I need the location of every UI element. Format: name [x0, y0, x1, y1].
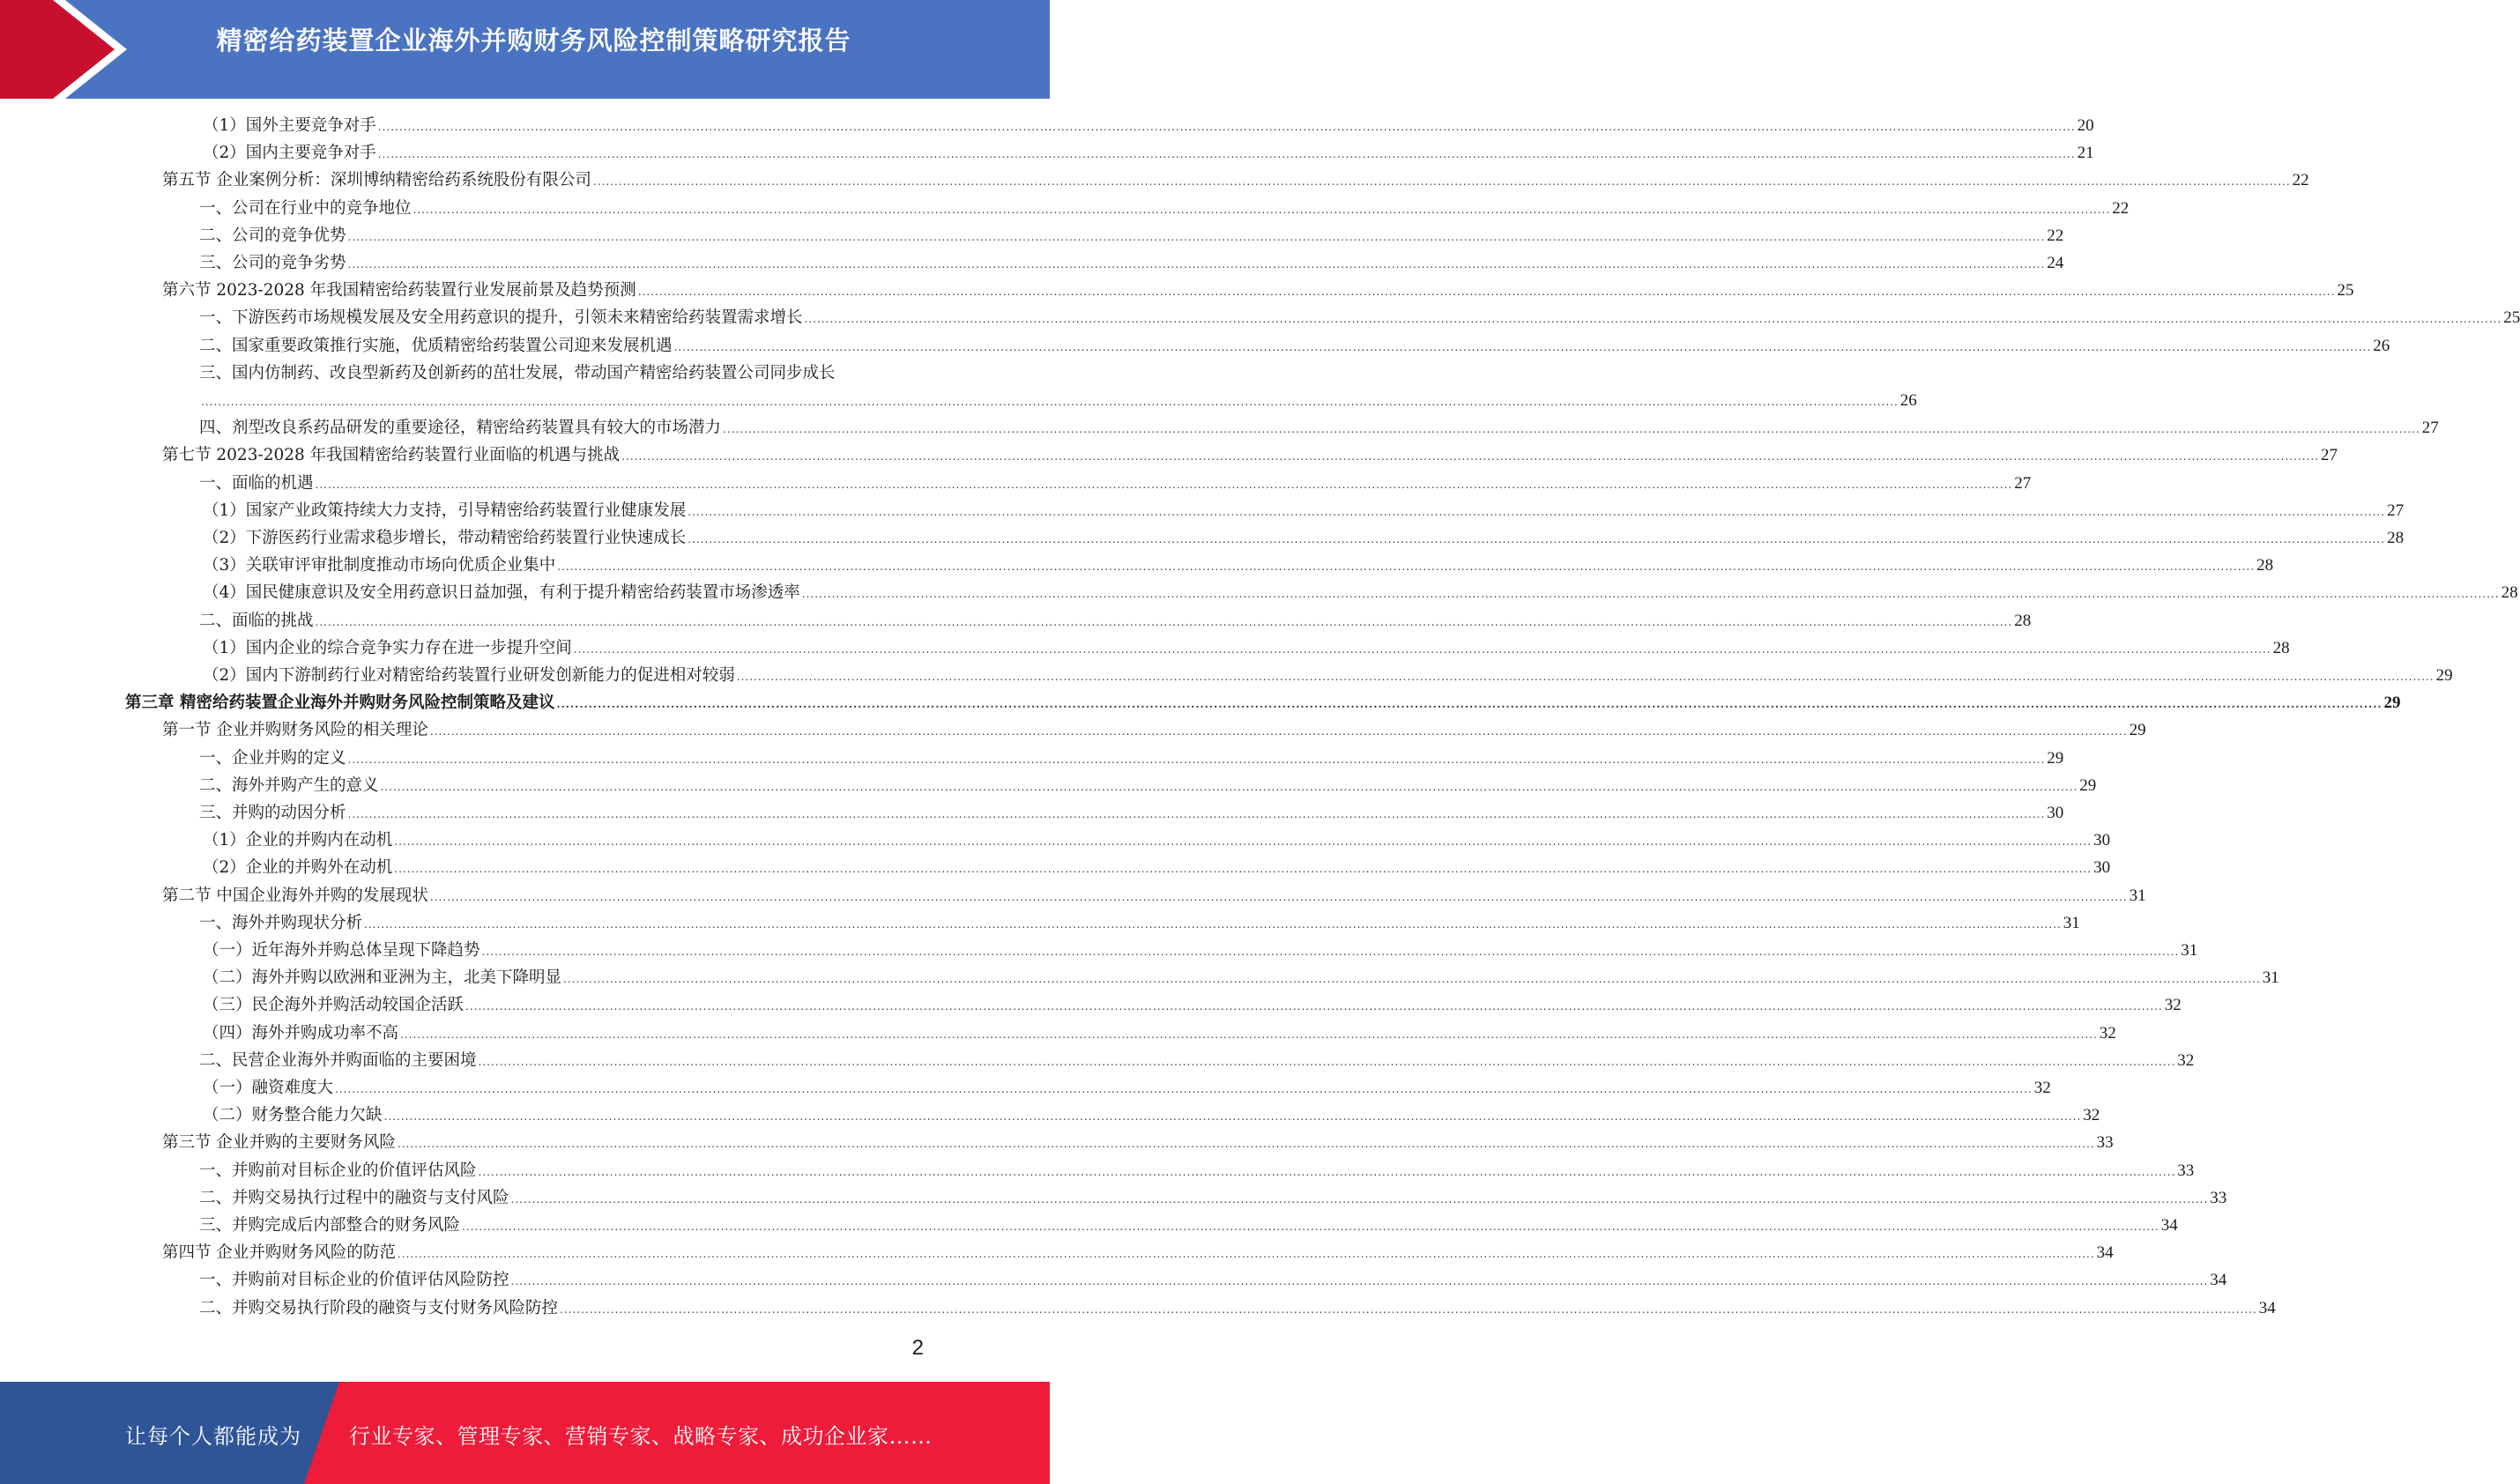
toc-leader-dots: ................................................................................................................................................................................................................................................................................................................................................................................................................: [397, 1138, 2095, 1151]
toc-entry-title: （1）国外主要竞争对手: [203, 116, 376, 135]
toc-leader-dots: ................................................................................................................................................................................................................................................................................................................................................................................................................: [801, 588, 2500, 601]
toc-entry[interactable]: [199, 195, 2130, 222]
toc-entry[interactable]: [203, 964, 2279, 991]
toc-leader-dots: ................................................................................................................................................................................................................................................................................................................................................................................................................: [510, 1275, 2209, 1288]
toc-entry[interactable]: [203, 991, 2182, 1019]
toc-leader-dots: ................................................................................................................................................................................................................................................................................................................................................................................................................: [560, 1302, 2257, 1316]
toc-entry-title: 一、面临的机遇: [199, 473, 314, 493]
toc-page-number: 25: [2337, 281, 2354, 301]
page-header: [0, 0, 1050, 99]
toc-page-number: 31: [2063, 913, 2080, 932]
toc-leader-dots: ................................................................................................................................................................................................................................................................................................................................................................................................................: [465, 1000, 2163, 1013]
toc-entry[interactable]: [162, 441, 2338, 469]
toc-leader-dots: ................................................................................................................................................................................................................................................................................................................................................................................................................: [563, 973, 2261, 986]
toc-entry[interactable]: [199, 909, 2080, 937]
toc-entry[interactable]: [199, 607, 2032, 634]
toc-page-number: 28: [2387, 529, 2405, 547]
toc-leader-dots: ................................................................................................................................................................................................................................................................................................................................................................................................................: [637, 286, 2336, 299]
toc-leader-dots: ................................................................................................................................................................................................................................................................................................................................................................................................................: [573, 642, 2271, 656]
toc-entry-title: （二）财务整合能力欠缺: [203, 1106, 383, 1125]
toc-leader-dots: ................................................................................................................................................................................................................................................................................................................................................................................................................: [347, 230, 2046, 243]
toc-page-number: 22: [2047, 226, 2064, 245]
toc-page-number: 32: [2083, 1106, 2100, 1125]
toc-leader-dots: ................................................................................................................................................................................................................................................................................................................................................................................................................: [429, 890, 2128, 903]
toc-page-number: 29: [2383, 694, 2401, 713]
toc-page-number: 27: [2387, 501, 2405, 520]
toc-entry-title: 二、海外并购产生的意义: [199, 775, 379, 795]
toc-page-number: 27: [2014, 473, 2032, 493]
toc-page-number: 31: [2262, 968, 2279, 988]
toc-entry-title: 二、并购交易执行阶段的融资与支付财务风险防控: [199, 1298, 559, 1317]
toc-leader-dots: ................................................................................................................................................................................................................................................................................................................................................................................................................: [364, 917, 2062, 931]
toc-entry[interactable]: [199, 1295, 2276, 1322]
toc-leader-dots: ................................................................................................................................................................................................................................................................................................................................................................................................................: [394, 835, 2093, 849]
toc-leader-dots: ................................................................................................................................................................................................................................................................................................................................................................................................................: [377, 148, 2076, 161]
toc-page-number: 30: [2047, 804, 2064, 822]
toc-page-number: 30: [2093, 831, 2111, 850]
toc-entry-title: 第五节 企业案例分析：深圳博纳精密给药系统股份有限公司: [162, 171, 591, 190]
toc-entry[interactable]: [162, 716, 2146, 744]
page-number: 2: [911, 1336, 924, 1360]
toc-page-number: 28: [2501, 583, 2518, 603]
toc-entry-title: （1）国内企业的综合竞争实力存在进一步提升空间: [203, 638, 572, 657]
toc-entry-title: （2）国内主要竞争对手: [203, 144, 376, 163]
toc-entry-title: 二、并购交易执行过程中的融资与支付风险: [199, 1188, 509, 1207]
toc-entry-title: （3）关联审评审批制度推动市场向优质企业集中: [203, 556, 556, 575]
toc-leader-dots: ................................................................................................................................................................................................................................................................................................................................................................................................................: [413, 203, 2111, 216]
toc-entry-title: 三、并购完成后内部整合的财务风险: [199, 1216, 461, 1235]
toc-entry-title: 二、面临的挑战: [199, 611, 314, 630]
toc-entry[interactable]: [162, 1129, 2114, 1156]
toc-entry[interactable]: [203, 112, 2094, 139]
toc-entry[interactable]: [199, 772, 2097, 799]
toc-leader-dots: ................................................................................................................................................................................................................................................................................................................................................................................................................: [400, 1028, 2098, 1041]
toc-page-number: 29: [2047, 748, 2064, 768]
toc-page-number: 33: [2177, 1161, 2195, 1180]
toc-entry[interactable]: [199, 1047, 2195, 1074]
toc-entry-title: 第二节 中国企业海外并购的发展现状: [162, 886, 428, 905]
toc-entry-title: 第三节 企业并购的主要财务风险: [162, 1133, 396, 1153]
toc-entry-title: 二、民营企业海外并购面临的主要困境: [199, 1050, 477, 1070]
toc-leader-dots: ................................................................................................................................................................................................................................................................................................................................................................................................................: [429, 725, 2128, 738]
toc-page-number: 27: [2421, 419, 2439, 438]
toc-entry-title: 第四节 企业并购财务风险的防范: [162, 1243, 396, 1263]
toc-leader-dots: ................................................................................................................................................................................................................................................................................................................................................................................................................: [481, 946, 2180, 958]
toc-entry-title: 二、国家重要政策推行实施，优质精密给药装置公司迎来发展机遇: [199, 336, 673, 355]
toc-entry-title: 第六节 2023-2028 年我国精密给药装置行业发展前景及趋势预测: [162, 281, 636, 301]
toc-entry[interactable]: [203, 524, 2405, 552]
toc-entry[interactable]: [162, 1239, 2114, 1266]
toc-leader-dots: ................................................................................................................................................................................................................................................................................................................................................................................................................: [315, 478, 2013, 491]
toc-entry-title: （2）国内下游制药行业对精密给药装置行业研发创新能力的促进相对较弱: [203, 666, 735, 685]
toc-entry[interactable]: [199, 1157, 2195, 1184]
toc-entry-title: （2）下游医药行业需求稳步增长，带动精密给药装置行业快速成长: [203, 529, 687, 547]
toc-entry[interactable]: [203, 1102, 2100, 1129]
toc-leader-dots: ................................................................................................................................................................................................................................................................................................................................................................................................................: [315, 615, 2013, 628]
footer-roles: 行业专家、管理专家、营销专家、战略专家、成功企业家……: [349, 1424, 933, 1449]
toc-leader-dots: ................................................................................................................................................................................................................................................................................................................................................................................................................: [688, 505, 2386, 518]
footer-slogan: 让每个人都能成为: [125, 1424, 301, 1449]
toc-entry[interactable]: [162, 167, 2309, 194]
toc-entry[interactable]: [199, 470, 2032, 497]
toc-page-number: 32: [2033, 1079, 2051, 1097]
toc-leader-dots: ................................................................................................................................................................................................................................................................................................................................................................................................................: [673, 340, 2372, 353]
toc-entry[interactable]: [203, 634, 2290, 662]
toc-page-number: 25: [2503, 308, 2520, 328]
toc-entry-title: 三、并购的动因分析: [199, 804, 346, 822]
toc-entry-title: 三、公司的竞争劣势: [199, 254, 346, 272]
toc-leader-dots: ................................................................................................................................................................................................................................................................................................................................................................................................................: [347, 808, 2046, 820]
toc-page-number: 27: [2320, 446, 2338, 465]
toc-page-number: 22: [2112, 198, 2130, 218]
toc-entry-title: 三、国内仿制药、改良型新药及创新药的茁壮发展，带动国产精密给药装置公司同步成长: [199, 363, 836, 382]
toc-page-number: 21: [2077, 144, 2094, 163]
toc-entry[interactable]: [203, 1020, 2116, 1047]
toc-leader-dots: ................................................................................................................................................................................................................................................................................................................................................................................................................: [688, 533, 2386, 545]
toc-entry[interactable]: [203, 827, 2111, 854]
toc-entry-title: （一）近年海外并购总体呈现下降趋势: [203, 941, 480, 960]
toc-leader-dots: ................................................................................................................................................................................................................................................................................................................................................................................................................: [510, 1192, 2209, 1206]
toc-page-number: 34: [2258, 1298, 2276, 1317]
toc-entry-title: （4）国民健康意识及安全用药意识日益加强，有利于提升精密给药装置市场渗透率: [203, 583, 800, 603]
toc-entry[interactable]: [199, 332, 2390, 360]
toc-entry[interactable]: [203, 552, 2274, 579]
toc-entry-title: 四、剂型改良系药品研发的重要途径，精密给药装置具有较大的市场潜力: [199, 419, 722, 438]
toc-leader-dots: ................................................................................................................................................................................................................................................................................................................................................................................................................: [380, 780, 2078, 793]
toc-page-number: 28: [2014, 611, 2032, 630]
toc-entry[interactable]: [203, 579, 2518, 606]
toc-leader-dots: ................................................................................................................................................................................................................................................................................................................................................................................................................: [736, 671, 2435, 683]
toc-leader-dots: ................................................................................................................................................................................................................................................................................................................................................................................................................: [347, 258, 2046, 271]
toc-leader-dots: ................................................................................................................................................................................................................................................................................................................................................................................................................: [397, 1248, 2095, 1261]
toc-entry-title: 一、下游医药市场规模发展及安全用药意识的提升，引领未来精密给药装置需求增长: [199, 308, 803, 328]
toc-entry-title: （2）企业的并购外在动机: [203, 858, 393, 878]
toc-entry[interactable]: [162, 277, 2354, 304]
toc-page-number: 30: [2093, 858, 2111, 878]
toc-entry-title: 一、并购前对目标企业的价值评估风险防控: [199, 1271, 509, 1290]
toc-page-number: 32: [2164, 996, 2182, 1015]
toc-page-number: 34: [2160, 1216, 2178, 1235]
toc-page-number: 33: [2210, 1188, 2227, 1207]
header-title: 精密给药装置企业海外并购财务风险控制策略研究报告: [216, 26, 851, 56]
toc-entry[interactable]: [203, 497, 2405, 524]
toc-entry[interactable]: [199, 799, 2064, 827]
toc-page-number: 28: [2256, 556, 2274, 575]
toc-page-number: 29: [2079, 775, 2097, 795]
toc-page-number: 28: [2272, 638, 2290, 657]
toc-entry-title: 一、并购前对目标企业的价值评估风险: [199, 1161, 477, 1180]
toc-entry-title: （一）融资难度大: [203, 1079, 334, 1097]
toc-page-number: 32: [2099, 1023, 2116, 1043]
toc-entry[interactable]: [199, 222, 2064, 249]
toc-leader-dots: ................................................................................................................................................................................................................................................................................................................................................................................................................: [335, 1083, 2033, 1095]
toc-entry[interactable]: [199, 387, 1917, 414]
toc-entry[interactable]: [203, 854, 2111, 881]
toc-page-number: 26: [2373, 336, 2390, 355]
toc-entry-title: 一、公司在行业中的竞争地位: [199, 198, 412, 218]
toc-entry-title: 一、海外并购现状分析: [199, 913, 363, 932]
toc-entry[interactable]: [199, 745, 2064, 772]
toc-entry-title: 第七节 2023-2028 年我国精密给药装置行业面临的机遇与挑战: [162, 446, 621, 465]
toc-page-number: 29: [2129, 721, 2146, 740]
toc-entry[interactable]: [203, 662, 2453, 689]
toc-entry-title: （1）企业的并购内在动机: [203, 831, 393, 850]
toc-leader-dots: ................................................................................................................................................................................................................................................................................................................................................................................................................: [592, 175, 2291, 189]
toc-entry-title: （二）海外并购以欧洲和亚洲为主，北美下降明显: [203, 968, 562, 988]
toc-entry[interactable]: [199, 1212, 2178, 1239]
toc-page-number: 31: [2129, 886, 2146, 905]
toc-entry-title: （三）民企海外并购活动较国企活跃: [203, 996, 465, 1015]
toc-entry-title: （1）国家产业政策持续大力支持，引导精密给药装置行业健康发展: [203, 501, 687, 520]
toc-leader-dots: ................................................................................................................................................................................................................................................................................................................................................................................................................: [804, 313, 2502, 326]
toc-entry[interactable]: [203, 139, 2094, 167]
toc-entry-title: 第三章 精密给药装置企业海外并购财务风险控制策略及建议: [125, 694, 555, 713]
toc-leader-dots: ................................................................................................................................................................................................................................................................................................................................................................................................................: [394, 863, 2093, 876]
toc-entry-title: 二、公司的竞争优势: [199, 226, 346, 245]
toc-entry[interactable]: [199, 249, 2064, 277]
toc-leader-dots: ................................................................................................................................................................................................................................................................................................................................................................................................................: [383, 1110, 2082, 1124]
toc-leader-dots: ................................................................................................................................................................................................................................................................................................................................................................................................................: [556, 698, 2382, 711]
toc-leader-dots: ................................................................................................................................................................................................................................................................................................................................................................................................................: [478, 1165, 2176, 1178]
toc-entry-title: （四）海外并购成功率不高: [203, 1023, 399, 1043]
toc-page-number: 22: [2292, 171, 2309, 190]
toc-leader-dots: ................................................................................................................................................................................................................................................................................................................................................................................................................: [201, 396, 1899, 408]
toc-entry[interactable]: [199, 360, 924, 387]
toc-entry[interactable]: [199, 304, 2520, 331]
toc-page-number: 29: [2435, 666, 2453, 685]
toc-page-number: 26: [1899, 391, 1917, 410]
page-footer: [0, 1382, 1050, 1484]
toc-leader-dots: ................................................................................................................................................................................................................................................................................................................................................................................................................: [377, 121, 2076, 133]
toc-page-number: 34: [2096, 1243, 2114, 1263]
toc-leader-dots: ................................................................................................................................................................................................................................................................................................................................................................................................................: [478, 1055, 2176, 1068]
toc-entry[interactable]: [203, 937, 2198, 964]
toc-entry[interactable]: [203, 1074, 2051, 1102]
toc-page-number: 32: [2177, 1050, 2195, 1070]
toc-entry-title: 第一节 企业并购财务风险的相关理论: [162, 721, 428, 740]
toc-entry[interactable]: [199, 1266, 2227, 1294]
toc-chapter-entry[interactable]: [125, 689, 2401, 716]
toc-page-number: 20: [2077, 116, 2094, 135]
toc-entry[interactable]: [199, 1184, 2227, 1212]
toc-entry[interactable]: [162, 882, 2146, 909]
toc-leader-dots: ................................................................................................................................................................................................................................................................................................................................................................................................................: [621, 450, 2319, 464]
toc-page-number: 24: [2047, 254, 2064, 272]
toc-page-number: 34: [2210, 1271, 2227, 1290]
toc-leader-dots: ................................................................................................................................................................................................................................................................................................................................................................................................................: [723, 423, 2420, 436]
toc-page-number: 31: [2181, 941, 2198, 960]
toc-leader-dots: ................................................................................................................................................................................................................................................................................................................................................................................................................: [347, 753, 2046, 766]
toc-page-number: 33: [2096, 1133, 2114, 1153]
toc-entry-title: 一、企业并购的定义: [199, 748, 346, 768]
toc-leader-dots: ................................................................................................................................................................................................................................................................................................................................................................................................................: [557, 560, 2256, 574]
toc-entry[interactable]: [199, 414, 2439, 441]
toc-leader-dots: ................................................................................................................................................................................................................................................................................................................................................................................................................: [462, 1221, 2159, 1233]
